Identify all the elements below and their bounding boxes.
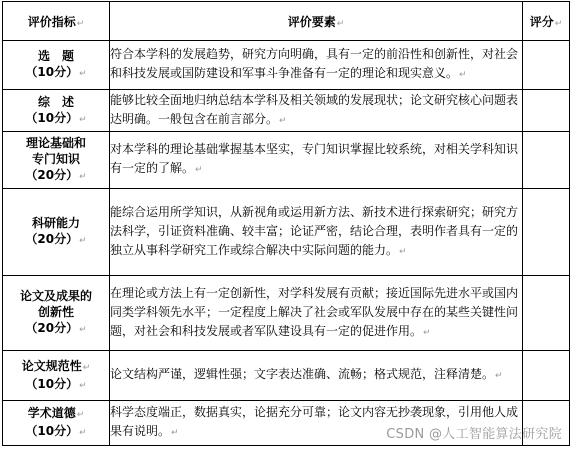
- criterion-name: 理论基础和: [25, 136, 86, 150]
- paragraph-mark-icon: ↵: [79, 380, 87, 391]
- criterion-cell: [3, 276, 110, 351]
- criterion-points: （10分）↵: [25, 65, 87, 79]
- paragraph-mark-icon: ↵: [79, 325, 87, 335]
- criterion-name-line2: 专门知识: [31, 152, 80, 166]
- table-row: [3, 189, 570, 276]
- paragraph-mark-icon: ↵: [79, 236, 87, 246]
- header-requirements: 评价要素↵: [110, 2, 523, 41]
- table-row: [3, 351, 570, 401]
- criterion-name-line2: 创新性: [37, 305, 74, 319]
- score-cell[interactable]: [523, 41, 570, 90]
- criterion-cell: [3, 132, 110, 189]
- requirement-cell: 对本学科的理论基础掌握基本坚实，专门知识掌握比较系统，对相关学科知识有一定的了解。↵: [110, 132, 523, 189]
- paragraph-mark-icon: ↵: [79, 172, 87, 182]
- table-row: [3, 276, 570, 351]
- table-header-row: [3, 2, 570, 41]
- criterion-points: （10分）↵: [25, 424, 87, 438]
- criterion-name: 选 题: [37, 49, 74, 63]
- criterion-cell: [3, 189, 110, 276]
- criterion-points: （10分）↵: [25, 376, 87, 391]
- paragraph-mark-icon: ↵: [79, 69, 87, 79]
- score-cell[interactable]: [523, 132, 570, 189]
- criterion-name: 学术道德↵: [27, 406, 85, 420]
- paragraph-mark-icon: ↵: [459, 70, 467, 80]
- paragraph-mark-icon: ↵: [79, 428, 87, 438]
- requirement-cell: 论文结构严谨，逻辑性强；文字表达准确、流畅；格式规范，注释清楚。↵: [110, 351, 523, 401]
- paragraph-mark-icon: ↵: [79, 114, 87, 125]
- requirement-cell: 能够比较全面地归纳总结本学科及相关领域的发展现状；论文研究核心问题表达明确。一般包含在前言部分。↵: [110, 90, 523, 132]
- table-row: [3, 41, 570, 90]
- paragraph-mark-icon: ↵: [495, 371, 503, 381]
- paragraph-mark-icon: ↵: [423, 327, 431, 338]
- paragraph-mark-icon: ↵: [171, 428, 179, 438]
- criterion-cell: [3, 401, 110, 446]
- criterion-name: 综 述: [37, 94, 74, 109]
- paragraph-mark-icon: ↵: [195, 165, 203, 175]
- criterion-points: （20分）↵: [25, 232, 87, 246]
- paragraph-mark-icon: ↵: [76, 410, 85, 420]
- criterion-name: 科研能力: [31, 216, 80, 230]
- paragraph-mark-icon: ↵: [554, 18, 563, 29]
- requirement-cell: 符合本学科的发展趋势，研究方向明确，具有一定的前沿性和创新性，对社会和科技发展或国防建设和军事斗争准备有一定的理论和现实意义。↵: [110, 41, 523, 90]
- paragraph-mark-icon: ↵: [82, 362, 91, 373]
- criterion-points: （10分）↵: [25, 110, 87, 125]
- criterion-cell: [3, 41, 110, 90]
- csdn-watermark: CSDN @人工智能算法研究院: [386, 427, 562, 442]
- requirement-cell: 科学态度端正，数据真实，论据充分可靠；论文内容无抄袭现象，引用他人成果有说明。↵: [110, 401, 523, 446]
- criterion-cell: [3, 351, 110, 401]
- criterion-points: （20分）↵: [25, 321, 87, 335]
- table-row: [3, 132, 570, 189]
- paragraph-mark-icon: ↵: [279, 115, 287, 126]
- paragraph-mark-icon: ↵: [336, 18, 345, 29]
- criterion-cell: [3, 90, 110, 132]
- header-criteria: 评价指标↵: [3, 2, 110, 41]
- score-cell[interactable]: [523, 351, 570, 401]
- criterion-name: 论文规范性↵: [21, 358, 91, 373]
- score-cell[interactable]: [523, 90, 570, 132]
- header-score: 评分↵: [523, 2, 570, 41]
- paragraph-mark-icon: ↵: [76, 18, 85, 29]
- table-row: [3, 90, 570, 132]
- criterion-points: （20分）↵: [25, 168, 87, 182]
- score-cell[interactable]: [523, 189, 570, 276]
- requirement-cell: 能综合运用所学知识，从新视角或运用新方法、新技术进行探索研究；研究方法科学，引证资料准确、较丰富；论证严密，结论合理，表明作者具有一定的独立从事科学研究工作或综合解决中实际问题的能力。↵: [110, 189, 523, 276]
- requirement-cell: 在理论或方法上有一定创新性，对学科发展有贡献；接近国际先进水平或国内同类学科领先水平；一定程度上解决了社会或军队发展中存在的某些关键性问题，对社会和科技发展或者军队建设具有一定的促进作用。↵: [110, 276, 523, 351]
- criterion-name: 论文及成果的: [19, 289, 92, 303]
- score-cell[interactable]: [523, 276, 570, 351]
- paragraph-mark-icon: ↵: [399, 246, 407, 257]
- evaluation-table: [2, 1, 570, 446]
